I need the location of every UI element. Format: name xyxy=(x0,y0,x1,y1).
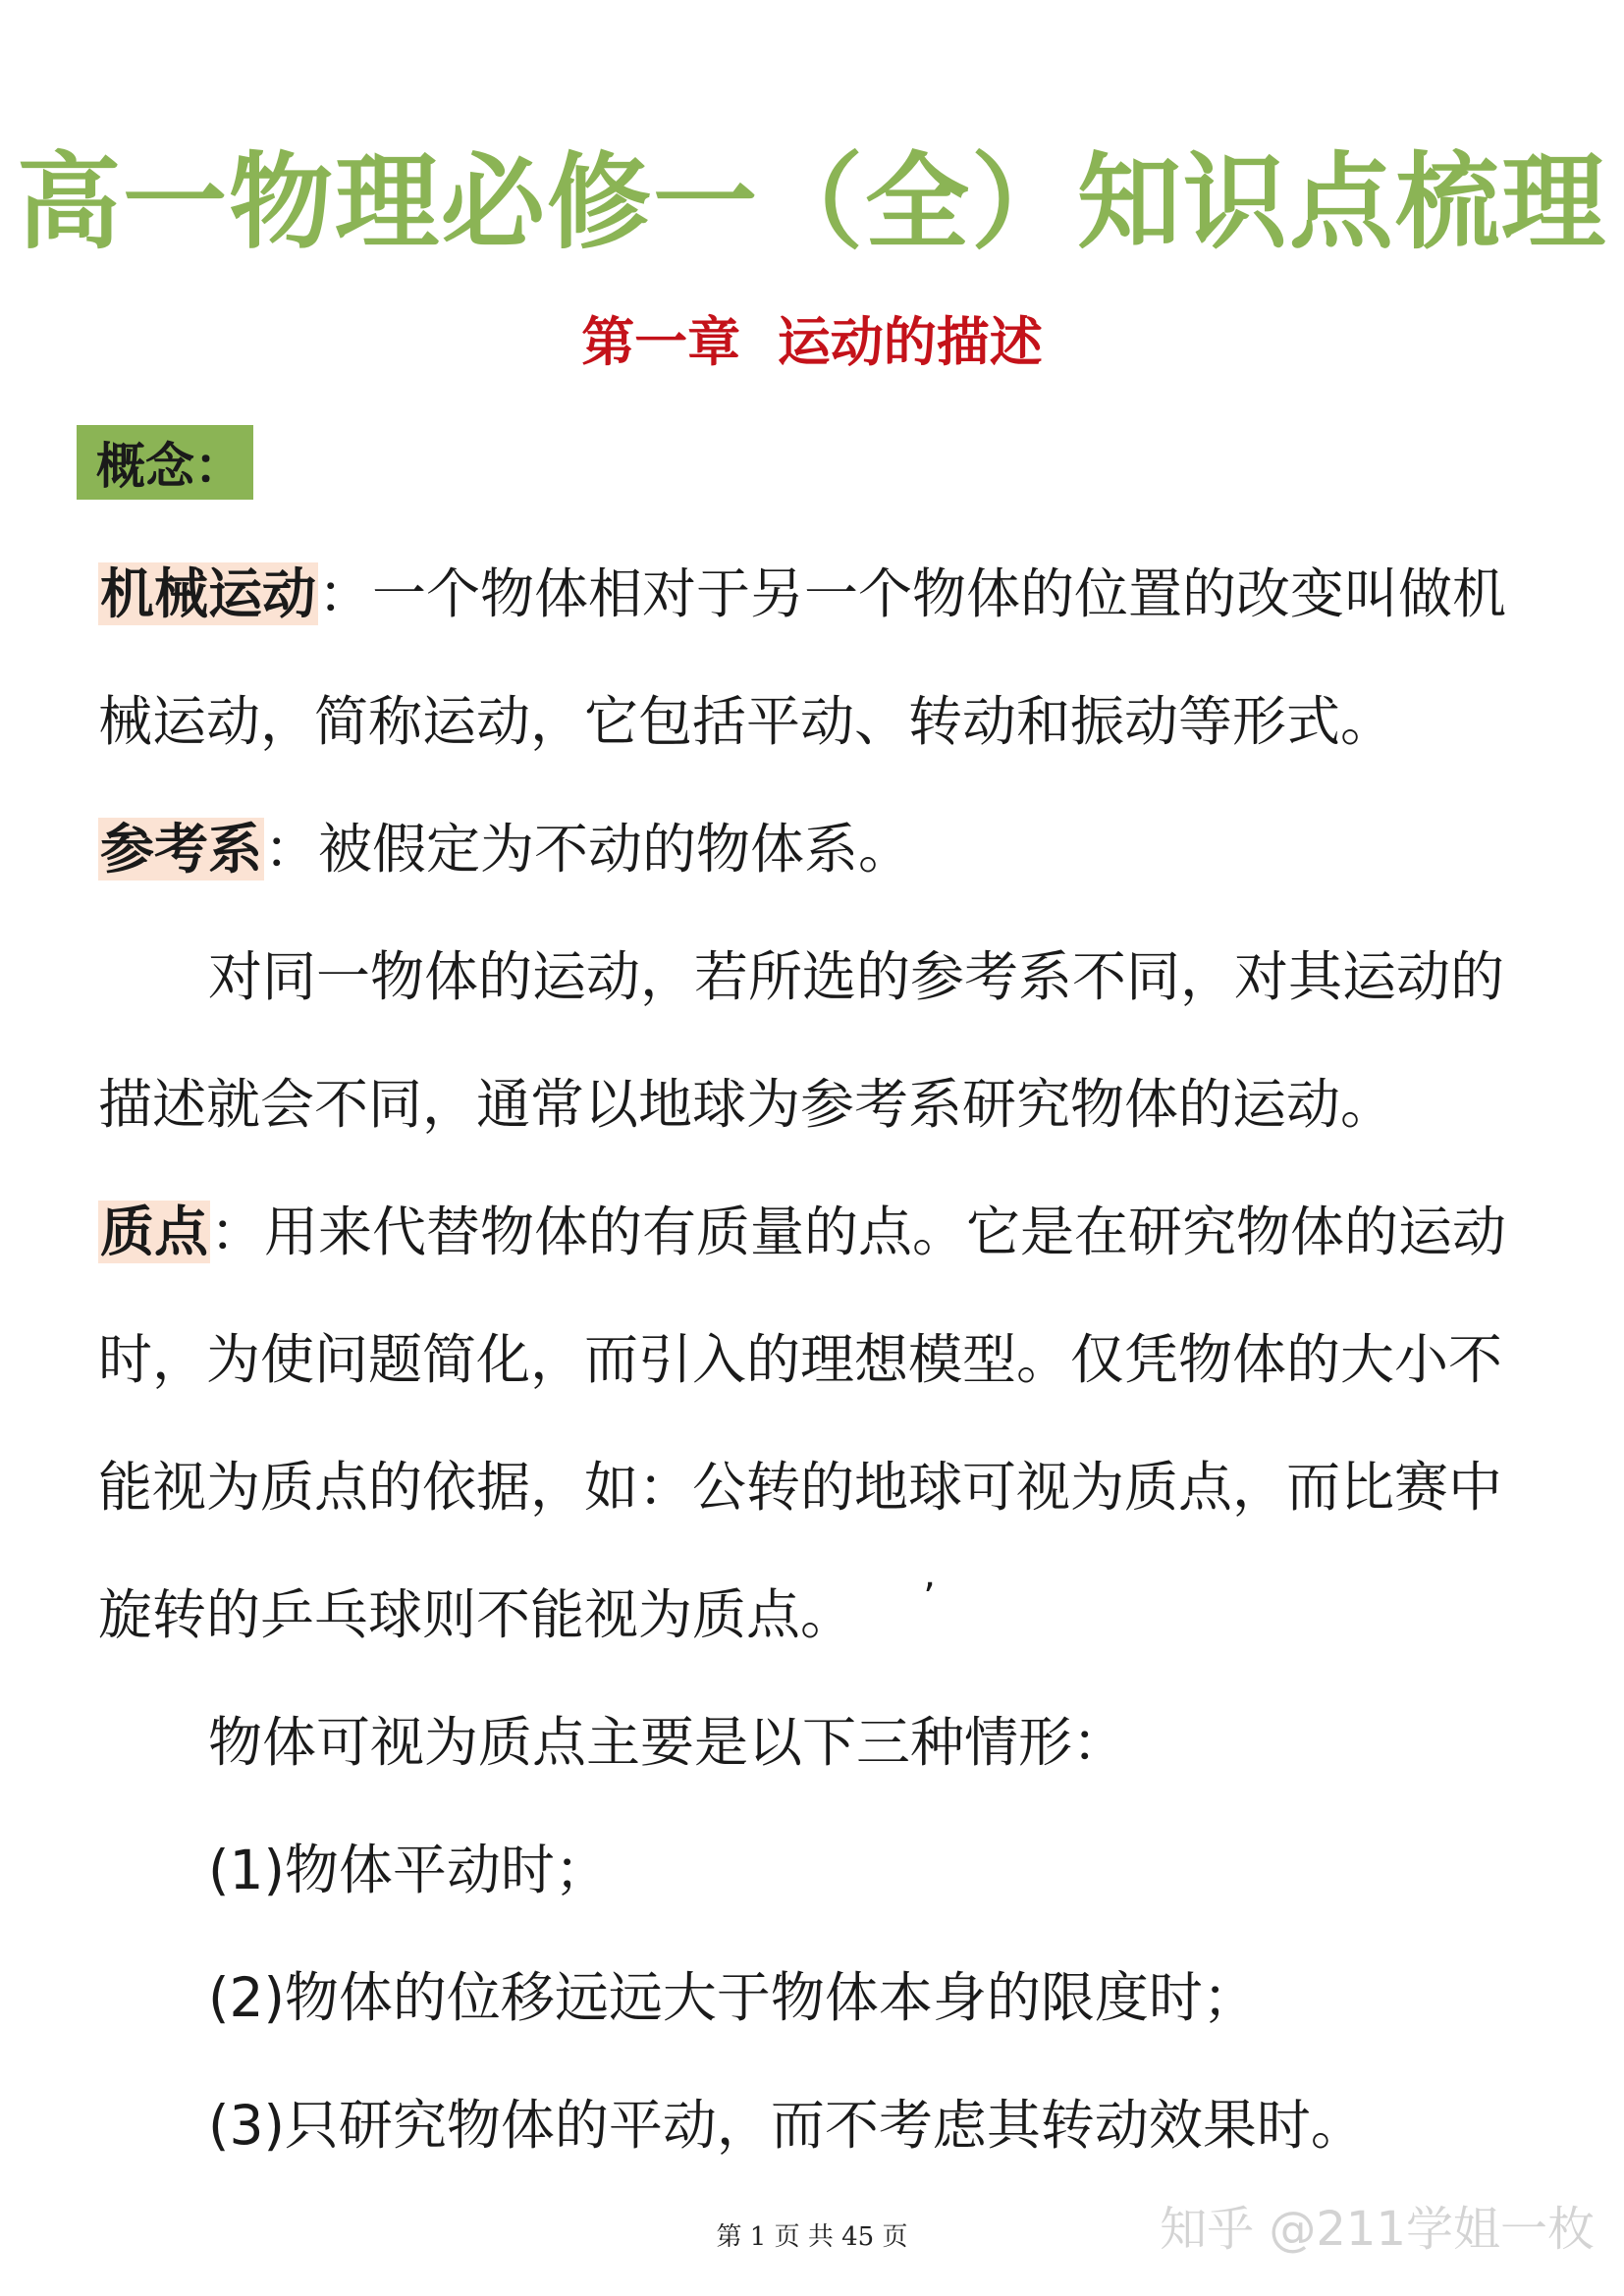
particle-condition-item: (1)物体平动时； xyxy=(208,1839,609,1901)
term-separator: ： xyxy=(210,1201,265,1263)
term-separator: ： xyxy=(318,562,373,625)
particle-conditions-intro: 物体可视为质点主要是以下三种情形： xyxy=(208,1711,1127,1774)
section-label-text: 概念： xyxy=(96,438,244,495)
term-mechanical-motion: 机械运动 xyxy=(100,562,317,625)
term-reference-frame: 参考系 xyxy=(100,818,263,881)
section-label-concepts xyxy=(77,425,253,500)
definition-mechanical-motion: 一个物体相对于另一个物体的位置的改变叫做机械运动，简称运动，它包括平动、转动和振动等形式。 xyxy=(98,562,1507,753)
particle-condition-item: (3)只研究物体的平动，而不考虑其转动效果时。 xyxy=(208,2094,1365,2157)
term-separator: ： xyxy=(264,818,319,881)
definition-reference-frame: 被假定为不动的物体系。 xyxy=(318,818,913,881)
particle-condition-item: (2)物体的位移远远大于物体本身的限度时； xyxy=(208,1966,1257,2029)
definition-particle: 用来代替物体的有质量的点。它是在研究物体的运动时，为使问题简化，而引入的理想模型。仅凭物体的大小不能视为质点的依据，如：公转的地球可视为质点，而比赛中旋转的乒乓球则不能视为质点。 xyxy=(98,1201,1507,1646)
chapter-heading: 第一章 运动的描述 xyxy=(581,311,1043,373)
paragraph-reference-frame xyxy=(98,785,1534,913)
watermark: 知乎 @211学姐一枚 xyxy=(1160,2202,1595,2257)
term-particle: 质点 xyxy=(100,1201,209,1263)
paragraph-mechanical-motion xyxy=(98,530,1534,785)
page-footer: 第 1 页 共 45 页 xyxy=(716,2222,908,2252)
document-title: 高一物理必修一（全）知识点梳理 xyxy=(17,142,1607,263)
stray-mark: ’ xyxy=(923,1575,936,1621)
paragraph-particle xyxy=(98,1168,1534,1679)
paragraph-reference-frame-note: 对同一物体的运动，若所选的参考系不同，对其运动的描述就会不同，通常以地球为参考系研究物体的运动。 xyxy=(98,945,1505,1136)
